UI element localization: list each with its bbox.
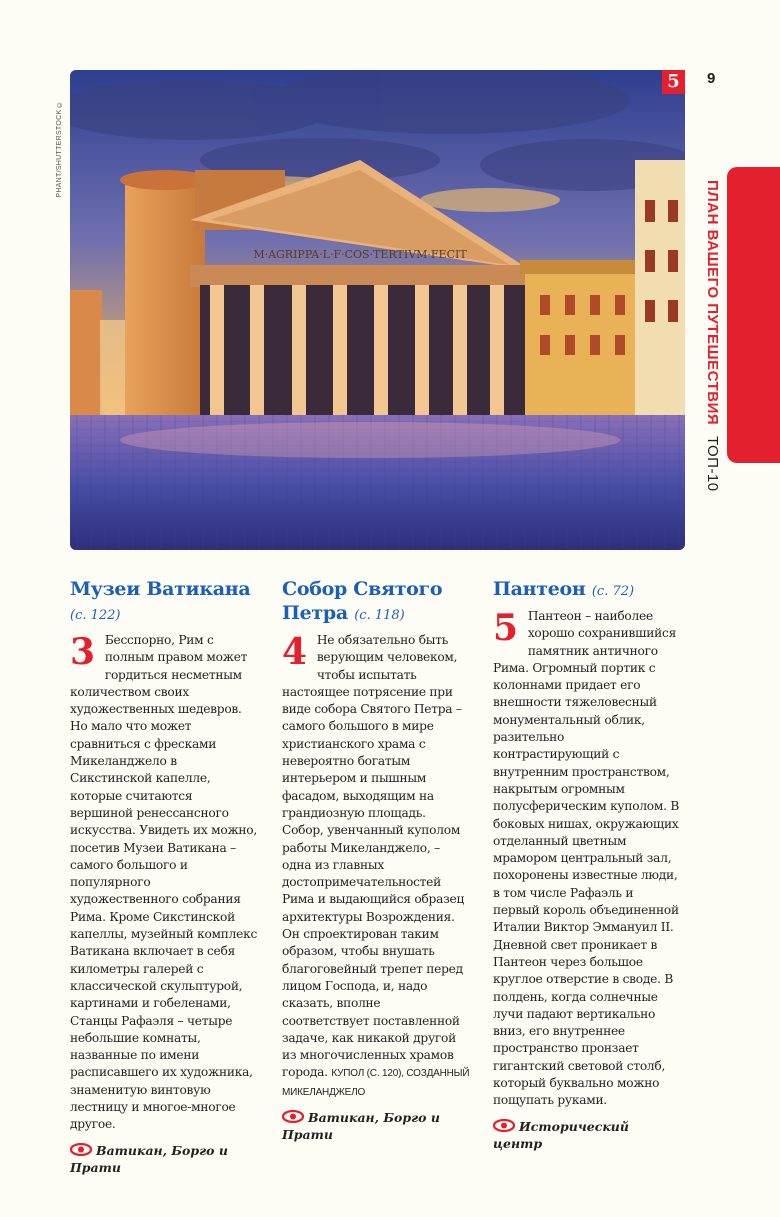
entry-title: Музеи Ватикана (с. 122) [70,578,251,623]
entry-text: 3 Бесспорно, Рим с полным правом может гордиться несметным количеством своих художественных шедевров. Но мало что может сравниться с фресками Микеланджело в Сикстинской капелле, которые считаются вершиной ренессансного искусства. Увидеть их можно, посетив Музеи Ватикана – самого большого и популярного художественного собрания Рима. Кроме Сикстинской капеллы, музейный комплекс Ватикана включает в себя километры галерей с классической скульптурой, картинами и гобеленами, Станцы Рафаэля – четыре небольшие комнаты, названные по имени расписавшего их художника, знаменитую винтовую лестницу и многое-многое другое. [70,631,258,1132]
side-section-title [697,180,721,491]
page-reference: (с. 118) [354,608,405,623]
eye-icon [493,1119,515,1132]
entry-pantheon [493,577,681,1152]
side-title-sub: ТОП-10 [704,435,721,492]
page-number: 9 [707,70,716,87]
entry-vatican-museums [70,577,258,1176]
entry-number: 5 [493,607,518,649]
entry-st-peters [282,577,470,1143]
pantheon-photo [70,70,685,550]
portico-inscription: M·AGRIPPA·L·F·COS·TERTIVM·FECIT [253,248,467,261]
section-tab [727,167,780,463]
side-title-main: ПЛАН ВАШЕГО ПУТЕШЕСТВИЯ [704,180,721,426]
page-reference: (с. 122) [70,608,121,623]
photo-credit: PHANT/SHUTTERSTOCK © [56,100,63,198]
entry-title: Собор Святого Петра (с. 118) [282,578,443,624]
eye-icon [282,1110,304,1123]
entry-text: 4 Не обязательно быть верующим человеком, чтобы испытать настоящее потрясение при виде собора Святого Петра – самого большого в мире христианского храма с невероятно богатым интерьером и пышным фасадом, выходящим на грандиозную площадь. Собор, увенчанный куполом работы Микеланджело, – одна из главных достопримечательностей Рима и выдающийся образец архитектуры Возрождения. Он спроектирован таким образом, чтобы внушать благоговейный трепет перед лицом Господа, и, надо сказать, вполне соответствует поставленной задаче, как никакой другой из многочисленных храмов города. КУПОЛ (С. 120), СОЗДАННЫЙ МИКЕЛАНДЖЕЛО [282,631,470,1098]
chapter-badge: 5 [662,70,685,94]
entry-title: Пантеон (с. 72) [493,578,635,600]
page-reference: (с. 72) [591,584,635,599]
entry-location: Ватикан, Борго и Прати [70,1142,228,1175]
eye-icon [70,1143,92,1156]
entry-text: 5 Пантеон – наиболее хорошо сохранившийся памятник античного Рима. Огромный портик с колоннами придает его внешности тяжеловесный монументальный облик, разительно контрастирующий с внутренним пространством, накрытым огромным полусферическим куполом. В боковых нишах, окружающих отделанный цветным мрамором центральный зал, похоронены известные люди, в том числе Рафаэль и первый король объединенной Италии Виктор Эммануил II. Дневной свет проникает в Пантеон через большое круглое отверстие в своде. В полдень, когда солнечные лучи падают вертикально вниз, его внутреннее пространство пронзает гигантский световой столб, который буквально можно пощупать руками. [493,607,680,1108]
entry-number: 4 [282,631,307,673]
entry-note: КУПОЛ (С. 120), СОЗДАННЫЙ МИКЕЛАНДЖЕЛО [282,1068,470,1098]
entry-number: 3 [70,631,95,673]
entry-location: Ватикан, Борго и Прати [282,1110,440,1143]
entry-location: Исторический центр [493,1118,629,1151]
